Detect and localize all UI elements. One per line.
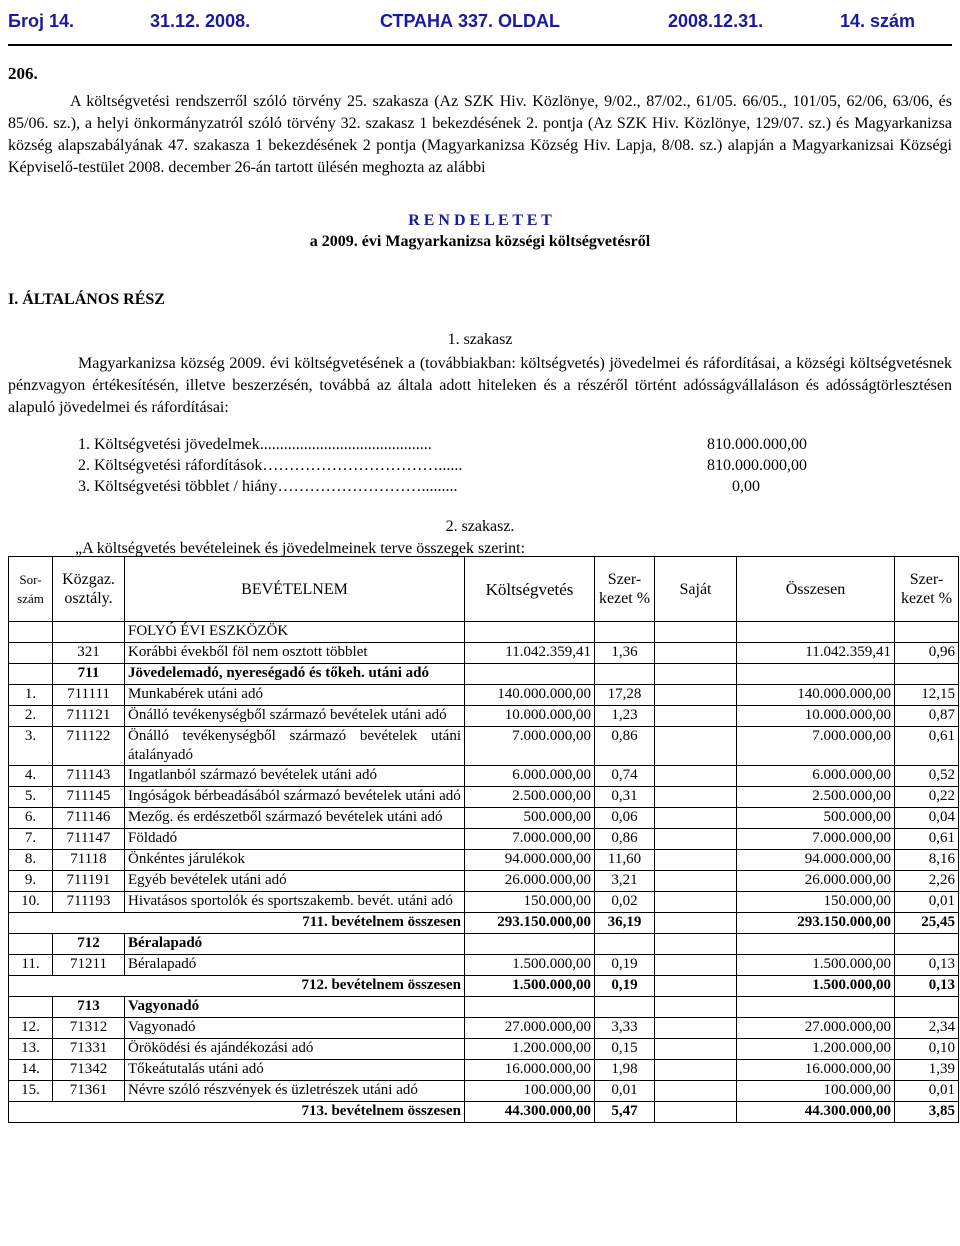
cell-no bbox=[9, 664, 53, 685]
intro-text: A költségvetési rendszerről szóló törvény 25. szakasza (Az SZK Hiv. Közlönye, 9/02., 87/02., 61/05. 66/05., 101/05, 62/06, 63/06, és 85/06. sz.), a helyi önkormányzatról szóló törvény 32. szakasz 1 bekezdésének 2. pontja (Az SZK Hiv. Közlönye, 129/07. sz.) és Magyarkanizsa község alapszabályának 47. szakasza 1 bekezdésének 2 pontja (Magyarkanizsa Község Hiv. Lapja, 8/08. sz.) alapján a Magyarkanizsai Községi Képviselő-testület 2008. december 26-án tartott ülésén meghozta az alábbi bbox=[8, 93, 952, 176]
table-row bbox=[9, 727, 959, 766]
table-group-row bbox=[9, 934, 959, 955]
table-subtotal-row bbox=[9, 1102, 959, 1123]
cell-budget: 1.500.000,00 bbox=[465, 955, 595, 976]
col-header-pct1: Szer-kezet % bbox=[595, 557, 655, 622]
cell-own bbox=[655, 766, 737, 787]
cell-code: 711111 bbox=[53, 685, 125, 706]
cell-code: 711121 bbox=[53, 706, 125, 727]
cell-code: 71312 bbox=[53, 1018, 125, 1039]
cell-no bbox=[9, 643, 53, 664]
cell-name: Földadó bbox=[125, 829, 465, 850]
cell-total: 26.000.000,00 bbox=[737, 871, 895, 892]
cell-no: 13. bbox=[9, 1039, 53, 1060]
summary-value-2: 810.000.000,00 bbox=[707, 457, 807, 474]
cell-budget bbox=[465, 997, 595, 1018]
cell-pct1: 5,47 bbox=[595, 1102, 655, 1123]
cell-pct1: 1,36 bbox=[595, 643, 655, 664]
cell-pct1: 0,31 bbox=[595, 787, 655, 808]
cell-name: FOLYÓ ÉVI ESZKÖZÖK bbox=[125, 622, 465, 643]
table-row bbox=[9, 850, 959, 871]
cell-budget: 16.000.000,00 bbox=[465, 1060, 595, 1081]
cell-own bbox=[655, 1081, 737, 1102]
cell-pct2 bbox=[895, 664, 959, 685]
cell-own bbox=[655, 685, 737, 706]
cell-total: 1.500.000,00 bbox=[737, 976, 895, 997]
table-caption-row bbox=[9, 622, 959, 643]
cell-code: 711191 bbox=[53, 871, 125, 892]
cell-no: 2. bbox=[9, 706, 53, 727]
col-header-total: Összesen bbox=[737, 557, 895, 622]
cell-pct2: 25,45 bbox=[895, 913, 959, 934]
cell-total: 27.000.000,00 bbox=[737, 1018, 895, 1039]
cell-name: Egyéb bevételek utáni adó bbox=[125, 871, 465, 892]
table-row bbox=[9, 706, 959, 727]
cell-pct2: 0,13 bbox=[895, 955, 959, 976]
section-heading: I. ÁLTALÁNOS RÉSZ bbox=[8, 291, 165, 308]
item-number: 206. bbox=[8, 64, 38, 83]
cell-code: 711122 bbox=[53, 727, 125, 766]
table-row bbox=[9, 1018, 959, 1039]
cell-code: 711146 bbox=[53, 808, 125, 829]
cell-total: 2.500.000,00 bbox=[737, 787, 895, 808]
cell-budget: 44.300.000,00 bbox=[465, 1102, 595, 1123]
cell-pct2 bbox=[895, 934, 959, 955]
cell-code: 71331 bbox=[53, 1039, 125, 1060]
cell-own bbox=[655, 1102, 737, 1123]
cell-name: Önálló tevékenységből származó bevételek utáni átalányadó bbox=[125, 727, 465, 766]
cell-no: 6. bbox=[9, 808, 53, 829]
cell-own bbox=[655, 664, 737, 685]
cell-pct1: 36,19 bbox=[595, 913, 655, 934]
cell-own bbox=[655, 643, 737, 664]
cell-budget: 7.000.000,00 bbox=[465, 829, 595, 850]
article1-paragraph bbox=[8, 353, 952, 419]
cell-own bbox=[655, 808, 737, 829]
cell-no: 4. bbox=[9, 766, 53, 787]
cell-code: 321 bbox=[53, 643, 125, 664]
table-subtotal-row bbox=[9, 976, 959, 997]
cell-name: Ingóságok bérbeadásából származó bevételek utáni adó bbox=[125, 787, 465, 808]
cell-pct1: 0,19 bbox=[595, 955, 655, 976]
cell-total: 293.150.000,00 bbox=[737, 913, 895, 934]
cell-total: 11.042.359,41 bbox=[737, 643, 895, 664]
cell-no bbox=[9, 934, 53, 955]
cell-budget: 7.000.000,00 bbox=[465, 727, 595, 766]
table-row bbox=[9, 766, 959, 787]
col-header-name: BEVÉTELNEM bbox=[125, 557, 465, 622]
table-row bbox=[9, 643, 959, 664]
cell-pct2: 1,39 bbox=[895, 1060, 959, 1081]
cell-total: 7.000.000,00 bbox=[737, 727, 895, 766]
header-date-right: 2008.12.31. bbox=[668, 11, 764, 31]
cell-pct1: 0,15 bbox=[595, 1039, 655, 1060]
cell-name: Hivatásos sportolók és sportszakemb. bevét. utáni adó bbox=[125, 892, 465, 913]
table-row bbox=[9, 1039, 959, 1060]
cell-budget bbox=[465, 622, 595, 643]
cell-pct1: 0,86 bbox=[595, 829, 655, 850]
table-row bbox=[9, 829, 959, 850]
cell-no: 5. bbox=[9, 787, 53, 808]
cell-pct2: 0,04 bbox=[895, 808, 959, 829]
page-header bbox=[0, 0, 960, 46]
cell-no: 9. bbox=[9, 871, 53, 892]
cell-budget: 500.000,00 bbox=[465, 808, 595, 829]
table-row bbox=[9, 685, 959, 706]
cell-name: Öröködési és ajándékozási adó bbox=[125, 1039, 465, 1060]
cell-pct1 bbox=[595, 934, 655, 955]
cell-budget: 94.000.000,00 bbox=[465, 850, 595, 871]
cell-total: 1.200.000,00 bbox=[737, 1039, 895, 1060]
cell-name: Vagyonadó bbox=[125, 997, 465, 1018]
cell-budget bbox=[465, 664, 595, 685]
cell-budget: 1.500.000,00 bbox=[465, 976, 595, 997]
cell-code: 711143 bbox=[53, 766, 125, 787]
header-page: СТРАНА 337. OLDAL bbox=[380, 11, 560, 31]
cell-own bbox=[655, 829, 737, 850]
cell-own bbox=[655, 892, 737, 913]
cell-pct2: 0,13 bbox=[895, 976, 959, 997]
cell-subtotal-label: 713. bevételnem összesen bbox=[9, 1102, 465, 1123]
cell-no: 8. bbox=[9, 850, 53, 871]
cell-budget: 27.000.000,00 bbox=[465, 1018, 595, 1039]
cell-no: 10. bbox=[9, 892, 53, 913]
cell-no: 7. bbox=[9, 829, 53, 850]
cell-name: Jövedelemadó, nyereségadó és tőkeh. utáni adó bbox=[125, 664, 465, 685]
cell-code: 71211 bbox=[53, 955, 125, 976]
cell-own bbox=[655, 727, 737, 766]
table-row bbox=[9, 1081, 959, 1102]
cell-pct1: 17,28 bbox=[595, 685, 655, 706]
cell-total: 94.000.000,00 bbox=[737, 850, 895, 871]
cell-name: Névre szóló részvények és üzletrészek utáni adó bbox=[125, 1081, 465, 1102]
cell-pct2: 8,16 bbox=[895, 850, 959, 871]
header-issue-hu: 14. szám bbox=[840, 11, 916, 31]
cell-total: 6.000.000,00 bbox=[737, 766, 895, 787]
cell-total: 7.000.000,00 bbox=[737, 829, 895, 850]
col-header-own: Saját bbox=[655, 557, 737, 622]
cell-name: Korábbi évekből föl nem osztott többlet bbox=[125, 643, 465, 664]
cell-code: 71118 bbox=[53, 850, 125, 871]
cell-pct1: 0,74 bbox=[595, 766, 655, 787]
cell-own bbox=[655, 871, 737, 892]
cell-total: 140.000.000,00 bbox=[737, 685, 895, 706]
cell-pct1: 0,19 bbox=[595, 976, 655, 997]
cell-budget: 140.000.000,00 bbox=[465, 685, 595, 706]
cell-code: 71361 bbox=[53, 1081, 125, 1102]
article1-text: Magyarkanizsa község 2009. évi költségvetésének a (továbbiakban: költségvetés) jövedelmei és ráfordításai, a községi költségvetésnek pénzvagyon értékesítésén, illetve beszerzésén, továbbá az általa adott hiteleken és a részéről történt adósságvállaláson és adósságtörlesztésen alapuló jövedelmei és ráfordításai: bbox=[8, 355, 952, 416]
table-row bbox=[9, 787, 959, 808]
cell-budget: 6.000.000,00 bbox=[465, 766, 595, 787]
cell-own bbox=[655, 1060, 737, 1081]
cell-name: Önkéntes járulékok bbox=[125, 850, 465, 871]
article2-quote: „A költségvetés bevételeinek és jövedelmeinek terve összegek szerint: bbox=[75, 540, 526, 557]
cell-name: Béralapadó bbox=[125, 934, 465, 955]
summary-value-3: 0,00 bbox=[732, 478, 760, 495]
cell-pct2: 0,61 bbox=[895, 829, 959, 850]
cell-name: Ingatlanból származó bevételek utáni adó bbox=[125, 766, 465, 787]
header-issue: Бroj 14. bbox=[8, 11, 74, 31]
cell-subtotal-label: 712. bevételnem összesen bbox=[9, 976, 465, 997]
table-row bbox=[9, 892, 959, 913]
cell-total: 44.300.000,00 bbox=[737, 1102, 895, 1123]
cell-total bbox=[737, 622, 895, 643]
cell-pct2: 3,85 bbox=[895, 1102, 959, 1123]
cell-no: 11. bbox=[9, 955, 53, 976]
table-body bbox=[9, 622, 959, 1123]
cell-total bbox=[737, 664, 895, 685]
cell-budget: 100.000,00 bbox=[465, 1081, 595, 1102]
table-group-row bbox=[9, 664, 959, 685]
cell-name: Vagyonadó bbox=[125, 1018, 465, 1039]
cell-pct2: 2,26 bbox=[895, 871, 959, 892]
cell-pct1: 1,98 bbox=[595, 1060, 655, 1081]
cell-total bbox=[737, 934, 895, 955]
cell-pct1: 3,21 bbox=[595, 871, 655, 892]
cell-pct2 bbox=[895, 997, 959, 1018]
cell-pct1 bbox=[595, 664, 655, 685]
article2-title: 2. szakasz. bbox=[445, 518, 515, 535]
cell-budget: 293.150.000,00 bbox=[465, 913, 595, 934]
header-date-left: 31.12. 2008. bbox=[150, 11, 251, 31]
cell-budget: 11.042.359,41 bbox=[465, 643, 595, 664]
decree-subtitle: a 2009. évi Magyarkanizsa községi költségvetésről bbox=[309, 233, 651, 250]
cell-pct2: 2,34 bbox=[895, 1018, 959, 1039]
table-header-row bbox=[9, 557, 959, 622]
cell-no: 1. bbox=[9, 685, 53, 706]
cell-budget: 150.000,00 bbox=[465, 892, 595, 913]
intro-paragraph bbox=[8, 91, 952, 179]
cell-code: 711147 bbox=[53, 829, 125, 850]
cell-pct1: 1,23 bbox=[595, 706, 655, 727]
col-header-budget: Költségvetés bbox=[465, 557, 595, 622]
cell-own bbox=[655, 976, 737, 997]
cell-pct1: 0,02 bbox=[595, 892, 655, 913]
cell-own bbox=[655, 787, 737, 808]
cell-own bbox=[655, 622, 737, 643]
cell-no: 3. bbox=[9, 727, 53, 766]
cell-budget: 2.500.000,00 bbox=[465, 787, 595, 808]
cell-pct2: 0,52 bbox=[895, 766, 959, 787]
cell-code: 711193 bbox=[53, 892, 125, 913]
table-row bbox=[9, 1060, 959, 1081]
table-group-row bbox=[9, 997, 959, 1018]
cell-pct2: 0,96 bbox=[895, 643, 959, 664]
revenue-table bbox=[8, 556, 959, 1123]
cell-name: Önálló tevékenységből származó bevételek utáni adó bbox=[125, 706, 465, 727]
cell-total: 16.000.000,00 bbox=[737, 1060, 895, 1081]
cell-pct1: 3,33 bbox=[595, 1018, 655, 1039]
cell-budget: 1.200.000,00 bbox=[465, 1039, 595, 1060]
cell-code: 712 bbox=[53, 934, 125, 955]
cell-pct1 bbox=[595, 622, 655, 643]
cell-pct2: 0,22 bbox=[895, 787, 959, 808]
cell-pct1: 0,86 bbox=[595, 727, 655, 766]
cell-code: 711 bbox=[53, 664, 125, 685]
cell-no: 15. bbox=[9, 1081, 53, 1102]
decree-title: R E N D E L E T E T bbox=[408, 212, 552, 229]
cell-own bbox=[655, 850, 737, 871]
cell-code bbox=[53, 622, 125, 643]
cell-name: Munkabérek utáni adó bbox=[125, 685, 465, 706]
cell-pct1: 0,01 bbox=[595, 1081, 655, 1102]
cell-pct2: 0,87 bbox=[895, 706, 959, 727]
summary-label-1: 1. Költségvetési jövedelmek........................................... bbox=[78, 436, 432, 453]
cell-own bbox=[655, 1018, 737, 1039]
col-header-no: Sor-szám bbox=[9, 557, 53, 622]
cell-name: Mezőg. és erdészetből származó bevételek utáni adó bbox=[125, 808, 465, 829]
cell-pct2 bbox=[895, 622, 959, 643]
table-subtotal-row bbox=[9, 913, 959, 934]
cell-no: 14. bbox=[9, 1060, 53, 1081]
cell-budget: 26.000.000,00 bbox=[465, 871, 595, 892]
cell-pct2: 0,10 bbox=[895, 1039, 959, 1060]
cell-name: Béralapadó bbox=[125, 955, 465, 976]
table-row bbox=[9, 871, 959, 892]
cell-no bbox=[9, 997, 53, 1018]
cell-pct2: 0,61 bbox=[895, 727, 959, 766]
table-row bbox=[9, 808, 959, 829]
summary-label-3: 3. Költségvetési többlet / hiány………………………......... bbox=[78, 478, 458, 495]
cell-total: 100.000,00 bbox=[737, 1081, 895, 1102]
cell-total: 10.000.000,00 bbox=[737, 706, 895, 727]
cell-code: 71342 bbox=[53, 1060, 125, 1081]
cell-no: 12. bbox=[9, 1018, 53, 1039]
cell-code: 711145 bbox=[53, 787, 125, 808]
cell-own bbox=[655, 1039, 737, 1060]
cell-total bbox=[737, 997, 895, 1018]
header-divider bbox=[8, 44, 952, 46]
col-header-code: Közgaz. osztály. bbox=[53, 557, 125, 622]
cell-own bbox=[655, 706, 737, 727]
cell-no bbox=[9, 622, 53, 643]
cell-pct1: 0,06 bbox=[595, 808, 655, 829]
cell-own bbox=[655, 934, 737, 955]
summary-value-1: 810.000.000,00 bbox=[707, 436, 807, 453]
cell-name: Tőkeátutalás utáni adó bbox=[125, 1060, 465, 1081]
table-row bbox=[9, 955, 959, 976]
cell-pct2: 0,01 bbox=[895, 892, 959, 913]
cell-total: 150.000,00 bbox=[737, 892, 895, 913]
cell-total: 500.000,00 bbox=[737, 808, 895, 829]
article1-title: 1. szakasz bbox=[447, 331, 513, 348]
cell-budget: 10.000.000,00 bbox=[465, 706, 595, 727]
cell-pct2: 12,15 bbox=[895, 685, 959, 706]
col-header-pct2: Szer-kezet % bbox=[895, 557, 959, 622]
cell-subtotal-label: 711. bevételnem összesen bbox=[9, 913, 465, 934]
cell-own bbox=[655, 997, 737, 1018]
cell-total: 1.500.000,00 bbox=[737, 955, 895, 976]
cell-own bbox=[655, 913, 737, 934]
cell-budget bbox=[465, 934, 595, 955]
cell-code: 713 bbox=[53, 997, 125, 1018]
cell-pct1 bbox=[595, 997, 655, 1018]
cell-own bbox=[655, 955, 737, 976]
cell-pct2: 0,01 bbox=[895, 1081, 959, 1102]
cell-pct1: 11,60 bbox=[595, 850, 655, 871]
summary-label-2: 2. Költségvetési ráfordítások……………………………...... bbox=[78, 457, 463, 474]
